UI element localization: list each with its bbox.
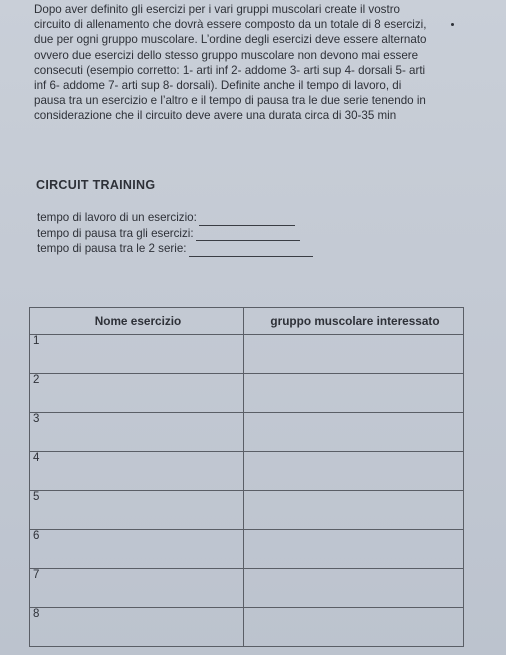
muscle-group-cell[interactable] [244, 335, 464, 374]
exercise-cell[interactable]: 3 [30, 413, 244, 452]
table-row [30, 413, 464, 452]
instruction-line: ovvero due esercizi dello stesso gruppo muscolare non devono mai essere [34, 48, 419, 62]
instruction-line: considerazione che il circuito deve avere una durata circa di 30-35 min [34, 109, 397, 123]
column-header-muscle-group: gruppo muscolare interessato [244, 308, 464, 335]
exercise-table [29, 307, 464, 647]
answer-blank[interactable] [199, 214, 295, 226]
instruction-line: due per ogni gruppo muscolare. L’ordine degli esercizi deve essere alternato [34, 33, 427, 47]
rest-between-exercises-field[interactable] [37, 226, 313, 242]
rest-between-series-field[interactable] [37, 241, 313, 257]
table-row [30, 335, 464, 374]
table-row [30, 491, 464, 530]
table-row [30, 452, 464, 491]
instructions-paragraph [34, 2, 464, 124]
field-label: tempo di pausa tra gli esercizi: [37, 226, 194, 240]
answer-blank[interactable] [196, 229, 300, 241]
exercise-cell[interactable]: 7 [30, 569, 244, 608]
column-header-exercise-name: Nome esercizio [30, 308, 244, 335]
instruction-line: circuito di allenamento che dovrà essere composto da un totale di 8 esercizi, [34, 18, 427, 32]
muscle-group-cell[interactable] [244, 374, 464, 413]
timing-fields [37, 210, 313, 257]
work-time-field[interactable] [37, 210, 313, 226]
muscle-group-cell[interactable] [244, 608, 464, 647]
instruction-line: pausa tra un esercizio e l’altro e il tempo di pausa tra le due serie tenendo in [34, 94, 426, 108]
muscle-group-cell[interactable] [244, 413, 464, 452]
muscle-group-cell[interactable] [244, 530, 464, 569]
exercise-cell[interactable]: 1 [30, 335, 244, 374]
exercise-cell[interactable]: 4 [30, 452, 244, 491]
exercise-cell[interactable]: 5 [30, 491, 244, 530]
instruction-line: inf 6- addome 7- arti sup 8- dorsali). Definite anche il tempo di lavoro, di [34, 79, 402, 93]
answer-blank[interactable] [189, 245, 313, 257]
muscle-group-cell[interactable] [244, 491, 464, 530]
section-heading: CIRCUIT TRAINING [36, 178, 156, 192]
table-header-row [30, 308, 464, 335]
table-row [30, 608, 464, 647]
table-row [30, 374, 464, 413]
exercise-cell[interactable]: 6 [30, 530, 244, 569]
field-label: tempo di pausa tra le 2 serie: [37, 242, 187, 256]
muscle-group-cell[interactable] [244, 569, 464, 608]
table-row [30, 530, 464, 569]
exercise-cell[interactable]: 2 [30, 374, 244, 413]
instruction-line: consecuti (esempio corretto: 1- arti inf 2- addome 3- arti sup 4- dorsali 5- arti [34, 63, 426, 77]
instruction-line: Dopo aver definito gli esercizi per i vari gruppi muscolari create il vostro [34, 3, 401, 16]
field-label: tempo di lavoro di un esercizio: [37, 211, 197, 224]
table-row [30, 569, 464, 608]
exercise-cell[interactable]: 8 [30, 608, 244, 647]
muscle-group-cell[interactable] [244, 452, 464, 491]
